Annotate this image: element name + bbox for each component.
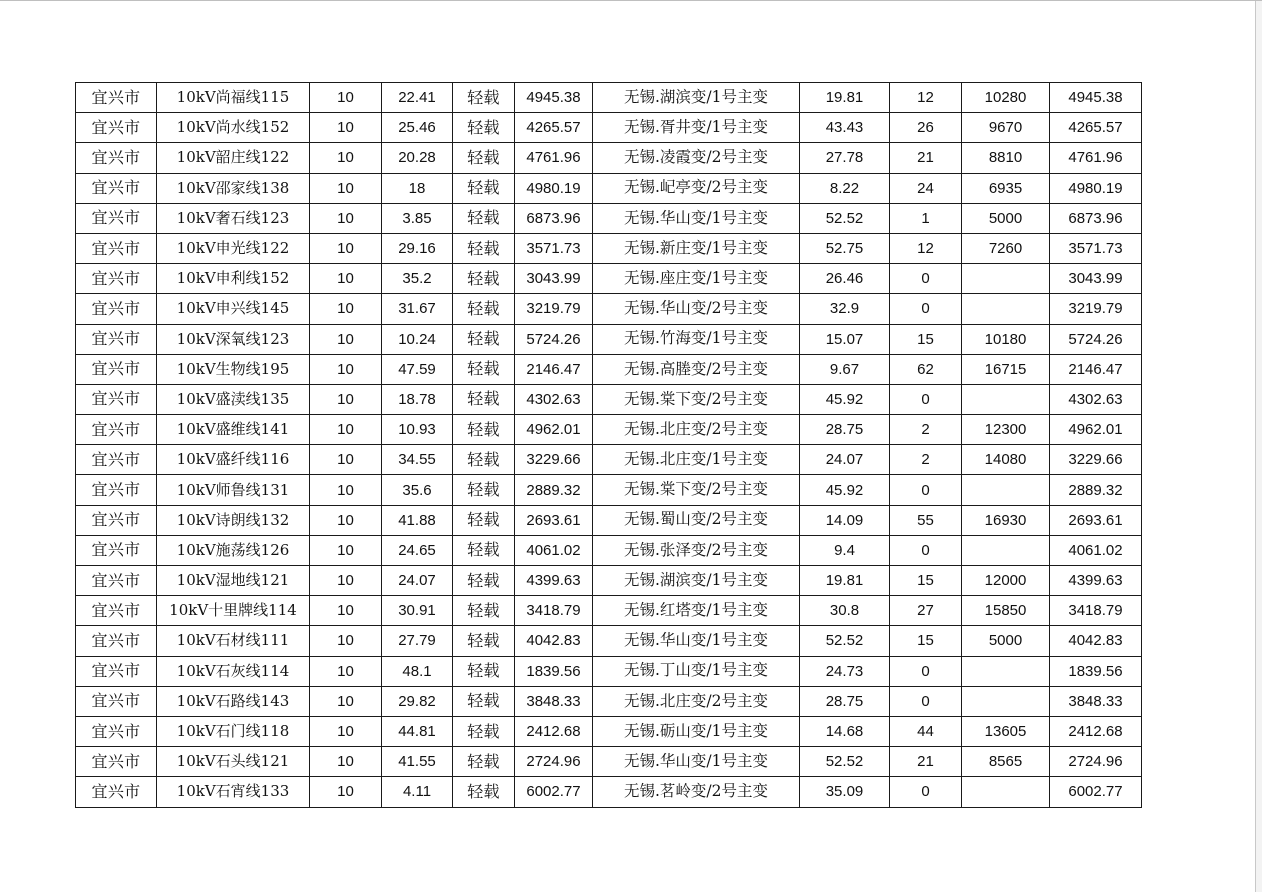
transformer-load-cell: 35.09	[800, 777, 890, 807]
available-capacity-cell: 4302.63	[1050, 384, 1142, 414]
load-rate-cell: 41.88	[382, 505, 453, 535]
table-row	[76, 264, 1142, 294]
capacity-cell: 1839.56	[515, 656, 593, 686]
table-row	[76, 716, 1142, 746]
load-status-cell: 轻载	[453, 294, 515, 324]
table-row	[76, 384, 1142, 414]
voltage-cell: 10	[310, 233, 382, 263]
table-row	[76, 173, 1142, 203]
line-name-cell: 10kV师鲁线131	[157, 475, 310, 505]
city-cell: 宜兴市	[76, 566, 157, 596]
user-count-cell: 0	[890, 384, 962, 414]
transformer-load-cell: 32.9	[800, 294, 890, 324]
city-cell: 宜兴市	[76, 596, 157, 626]
user-capacity-cell	[962, 686, 1050, 716]
available-capacity-cell: 3571.73	[1050, 233, 1142, 263]
load-rate-cell: 44.81	[382, 716, 453, 746]
line-name-cell: 10kV石头线121	[157, 747, 310, 777]
available-capacity-cell: 2889.32	[1050, 475, 1142, 505]
user-capacity-cell: 5000	[962, 203, 1050, 233]
user-count-cell: 0	[890, 777, 962, 807]
line-name-cell: 10kV尚水线152	[157, 113, 310, 143]
load-status-cell: 轻载	[453, 384, 515, 414]
capacity-cell: 4042.83	[515, 626, 593, 656]
user-capacity-cell: 16715	[962, 354, 1050, 384]
table-body	[76, 83, 1142, 808]
load-status-cell: 轻载	[453, 113, 515, 143]
transformer-load-cell: 43.43	[800, 113, 890, 143]
table-row	[76, 656, 1142, 686]
city-cell: 宜兴市	[76, 173, 157, 203]
line-name-cell: 10kV奢石线123	[157, 203, 310, 233]
line-name-cell: 10kV石材线111	[157, 626, 310, 656]
capacity-cell: 4962.01	[515, 415, 593, 445]
table-row	[76, 566, 1142, 596]
transformer-load-cell: 19.81	[800, 566, 890, 596]
substation-cell: 无锡.华山变/1号主变	[593, 626, 800, 656]
substation-cell: 无锡.座庄变/1号主变	[593, 264, 800, 294]
user-count-cell: 0	[890, 264, 962, 294]
available-capacity-cell: 2412.68	[1050, 716, 1142, 746]
substation-cell: 无锡.屺亭变/2号主变	[593, 173, 800, 203]
user-count-cell: 62	[890, 354, 962, 384]
available-capacity-cell: 2724.96	[1050, 747, 1142, 777]
substation-cell: 无锡.胥井变/1号主变	[593, 113, 800, 143]
city-cell: 宜兴市	[76, 203, 157, 233]
available-capacity-cell: 3043.99	[1050, 264, 1142, 294]
transformer-load-cell: 9.4	[800, 535, 890, 565]
user-capacity-cell: 12300	[962, 415, 1050, 445]
capacity-cell: 4980.19	[515, 173, 593, 203]
voltage-cell: 10	[310, 777, 382, 807]
user-capacity-cell: 13605	[962, 716, 1050, 746]
line-name-cell: 10kV深氧线123	[157, 324, 310, 354]
capacity-cell: 3229.66	[515, 445, 593, 475]
load-status-cell: 轻载	[453, 505, 515, 535]
available-capacity-cell: 4399.63	[1050, 566, 1142, 596]
table-row	[76, 686, 1142, 716]
load-rate-cell: 18	[382, 173, 453, 203]
table-row	[76, 505, 1142, 535]
voltage-cell: 10	[310, 716, 382, 746]
line-name-cell: 10kV盛纤线116	[157, 445, 310, 475]
load-status-cell: 轻载	[453, 777, 515, 807]
transformer-load-cell: 9.67	[800, 354, 890, 384]
voltage-cell: 10	[310, 566, 382, 596]
load-rate-cell: 35.6	[382, 475, 453, 505]
city-cell: 宜兴市	[76, 777, 157, 807]
user-count-cell: 44	[890, 716, 962, 746]
transformer-load-cell: 19.81	[800, 83, 890, 113]
transformer-load-cell: 8.22	[800, 173, 890, 203]
user-count-cell: 12	[890, 83, 962, 113]
voltage-cell: 10	[310, 596, 382, 626]
transformer-load-cell: 30.8	[800, 596, 890, 626]
load-status-cell: 轻载	[453, 83, 515, 113]
voltage-cell: 10	[310, 535, 382, 565]
capacity-cell: 3571.73	[515, 233, 593, 263]
load-status-cell: 轻载	[453, 324, 515, 354]
user-count-cell: 55	[890, 505, 962, 535]
user-count-cell: 0	[890, 535, 962, 565]
line-name-cell: 10kV石宵线133	[157, 777, 310, 807]
capacity-cell: 3418.79	[515, 596, 593, 626]
user-capacity-cell: 7260	[962, 233, 1050, 263]
table-row	[76, 596, 1142, 626]
table-row	[76, 83, 1142, 113]
available-capacity-cell: 3219.79	[1050, 294, 1142, 324]
capacity-cell: 6873.96	[515, 203, 593, 233]
user-capacity-cell: 9670	[962, 113, 1050, 143]
line-name-cell: 10kV石门线118	[157, 716, 310, 746]
line-name-cell: 10kV邵家线138	[157, 173, 310, 203]
user-capacity-cell: 15850	[962, 596, 1050, 626]
voltage-cell: 10	[310, 113, 382, 143]
substation-cell: 无锡.红塔变/1号主变	[593, 596, 800, 626]
capacity-cell: 2146.47	[515, 354, 593, 384]
substation-cell: 无锡.张泽变/2号主变	[593, 535, 800, 565]
capacity-cell: 2724.96	[515, 747, 593, 777]
voltage-cell: 10	[310, 415, 382, 445]
load-rate-cell: 29.82	[382, 686, 453, 716]
line-name-cell: 10kV盛维线141	[157, 415, 310, 445]
line-name-cell: 10kV生物线195	[157, 354, 310, 384]
city-cell: 宜兴市	[76, 626, 157, 656]
table-row	[76, 143, 1142, 173]
table-row	[76, 535, 1142, 565]
substation-cell: 无锡.北庄变/2号主变	[593, 415, 800, 445]
user-count-cell: 1	[890, 203, 962, 233]
transformer-load-cell: 26.46	[800, 264, 890, 294]
voltage-cell: 10	[310, 656, 382, 686]
voltage-cell: 10	[310, 173, 382, 203]
city-cell: 宜兴市	[76, 294, 157, 324]
table-row	[76, 294, 1142, 324]
city-cell: 宜兴市	[76, 233, 157, 263]
capacity-cell: 4265.57	[515, 113, 593, 143]
load-status-cell: 轻载	[453, 143, 515, 173]
table-row	[76, 233, 1142, 263]
load-status-cell: 轻载	[453, 747, 515, 777]
substation-cell: 无锡.凌霞变/2号主变	[593, 143, 800, 173]
line-name-cell: 10kV施荡线126	[157, 535, 310, 565]
load-status-cell: 轻载	[453, 596, 515, 626]
load-status-cell: 轻载	[453, 656, 515, 686]
substation-cell: 无锡.湖滨变/1号主变	[593, 566, 800, 596]
user-count-cell: 2	[890, 445, 962, 475]
substation-cell: 无锡.湖滨变/1号主变	[593, 83, 800, 113]
capacity-cell: 4399.63	[515, 566, 593, 596]
transformer-load-cell: 28.75	[800, 686, 890, 716]
voltage-cell: 10	[310, 505, 382, 535]
table-row	[76, 203, 1142, 233]
line-name-cell: 10kV申兴线145	[157, 294, 310, 324]
table-row	[76, 324, 1142, 354]
voltage-cell: 10	[310, 747, 382, 777]
substation-cell: 无锡.砺山变/1号主变	[593, 716, 800, 746]
capacity-cell: 4061.02	[515, 535, 593, 565]
load-rate-cell: 29.16	[382, 233, 453, 263]
available-capacity-cell: 3848.33	[1050, 686, 1142, 716]
voltage-cell: 10	[310, 354, 382, 384]
available-capacity-cell: 4061.02	[1050, 535, 1142, 565]
line-name-cell: 10kV尚福线115	[157, 83, 310, 113]
substation-cell: 无锡.北庄变/2号主变	[593, 686, 800, 716]
user-capacity-cell: 6935	[962, 173, 1050, 203]
user-count-cell: 0	[890, 294, 962, 324]
user-count-cell: 0	[890, 475, 962, 505]
city-cell: 宜兴市	[76, 686, 157, 716]
voltage-cell: 10	[310, 626, 382, 656]
substation-cell: 无锡.棠下变/2号主变	[593, 475, 800, 505]
user-capacity-cell	[962, 264, 1050, 294]
capacity-cell: 3848.33	[515, 686, 593, 716]
table-row	[76, 415, 1142, 445]
available-capacity-cell: 4042.83	[1050, 626, 1142, 656]
load-rate-cell: 10.24	[382, 324, 453, 354]
user-count-cell: 21	[890, 747, 962, 777]
available-capacity-cell: 4980.19	[1050, 173, 1142, 203]
load-rate-cell: 34.55	[382, 445, 453, 475]
load-status-cell: 轻载	[453, 535, 515, 565]
load-rate-cell: 20.28	[382, 143, 453, 173]
substation-cell: 无锡.华山变/2号主变	[593, 294, 800, 324]
capacity-cell: 6002.77	[515, 777, 593, 807]
transformer-load-cell: 14.09	[800, 505, 890, 535]
available-capacity-cell: 2146.47	[1050, 354, 1142, 384]
voltage-cell: 10	[310, 384, 382, 414]
load-status-cell: 轻载	[453, 173, 515, 203]
transformer-load-cell: 14.68	[800, 716, 890, 746]
load-status-cell: 轻载	[453, 445, 515, 475]
city-cell: 宜兴市	[76, 505, 157, 535]
capacity-cell: 2889.32	[515, 475, 593, 505]
load-rate-cell: 4.11	[382, 777, 453, 807]
load-rate-cell: 3.85	[382, 203, 453, 233]
available-capacity-cell: 3418.79	[1050, 596, 1142, 626]
available-capacity-cell: 1839.56	[1050, 656, 1142, 686]
line-name-cell: 10kV石路线143	[157, 686, 310, 716]
table-row	[76, 113, 1142, 143]
substation-cell: 无锡.蜀山变/2号主变	[593, 505, 800, 535]
load-status-cell: 轻载	[453, 475, 515, 505]
load-status-cell: 轻载	[453, 264, 515, 294]
transformer-load-cell: 24.73	[800, 656, 890, 686]
available-capacity-cell: 3229.66	[1050, 445, 1142, 475]
transformer-load-cell: 28.75	[800, 415, 890, 445]
user-count-cell: 15	[890, 626, 962, 656]
voltage-cell: 10	[310, 143, 382, 173]
user-capacity-cell	[962, 777, 1050, 807]
load-rate-cell: 27.79	[382, 626, 453, 656]
capacity-cell: 2412.68	[515, 716, 593, 746]
line-name-cell: 10kV石灰线114	[157, 656, 310, 686]
user-capacity-cell	[962, 656, 1050, 686]
load-status-cell: 轻载	[453, 415, 515, 445]
transformer-load-cell: 52.52	[800, 203, 890, 233]
load-rate-cell: 24.07	[382, 566, 453, 596]
city-cell: 宜兴市	[76, 384, 157, 414]
city-cell: 宜兴市	[76, 656, 157, 686]
capacity-cell: 4945.38	[515, 83, 593, 113]
capacity-cell: 4761.96	[515, 143, 593, 173]
substation-cell: 无锡.新庄变/1号主变	[593, 233, 800, 263]
city-cell: 宜兴市	[76, 475, 157, 505]
user-count-cell: 2	[890, 415, 962, 445]
table-row	[76, 475, 1142, 505]
voltage-cell: 10	[310, 294, 382, 324]
city-cell: 宜兴市	[76, 143, 157, 173]
page-edge	[1255, 1, 1262, 892]
user-capacity-cell: 8810	[962, 143, 1050, 173]
load-status-cell: 轻载	[453, 354, 515, 384]
load-status-cell: 轻载	[453, 686, 515, 716]
user-capacity-cell	[962, 384, 1050, 414]
load-status-cell: 轻载	[453, 203, 515, 233]
substation-cell: 无锡.竹海变/1号主变	[593, 324, 800, 354]
voltage-cell: 10	[310, 324, 382, 354]
substation-cell: 无锡.华山变/1号主变	[593, 203, 800, 233]
voltage-cell: 10	[310, 475, 382, 505]
capacity-cell: 3219.79	[515, 294, 593, 324]
load-rate-cell: 47.59	[382, 354, 453, 384]
load-status-cell: 轻载	[453, 716, 515, 746]
capacity-cell: 3043.99	[515, 264, 593, 294]
table-row	[76, 626, 1142, 656]
user-capacity-cell: 12000	[962, 566, 1050, 596]
available-capacity-cell: 6002.77	[1050, 777, 1142, 807]
user-capacity-cell: 8565	[962, 747, 1050, 777]
user-capacity-cell: 10280	[962, 83, 1050, 113]
city-cell: 宜兴市	[76, 83, 157, 113]
user-count-cell: 15	[890, 566, 962, 596]
city-cell: 宜兴市	[76, 415, 157, 445]
user-capacity-cell: 14080	[962, 445, 1050, 475]
capacity-cell: 4302.63	[515, 384, 593, 414]
available-capacity-cell: 4761.96	[1050, 143, 1142, 173]
table-row	[76, 747, 1142, 777]
load-rate-cell: 18.78	[382, 384, 453, 414]
city-cell: 宜兴市	[76, 354, 157, 384]
line-name-cell: 10kV韶庄线122	[157, 143, 310, 173]
transformer-load-cell: 45.92	[800, 384, 890, 414]
capacity-cell: 5724.26	[515, 324, 593, 354]
load-rate-cell: 30.91	[382, 596, 453, 626]
user-count-cell: 0	[890, 656, 962, 686]
substation-cell: 无锡.高塍变/2号主变	[593, 354, 800, 384]
voltage-cell: 10	[310, 686, 382, 716]
available-capacity-cell: 4962.01	[1050, 415, 1142, 445]
load-status-cell: 轻载	[453, 233, 515, 263]
feeder-load-table	[75, 82, 1142, 808]
voltage-cell: 10	[310, 445, 382, 475]
table-row	[76, 777, 1142, 807]
transformer-load-cell: 15.07	[800, 324, 890, 354]
substation-cell: 无锡.北庄变/1号主变	[593, 445, 800, 475]
load-status-cell: 轻载	[453, 566, 515, 596]
user-count-cell: 0	[890, 686, 962, 716]
table-row	[76, 354, 1142, 384]
user-capacity-cell	[962, 535, 1050, 565]
available-capacity-cell: 4265.57	[1050, 113, 1142, 143]
transformer-load-cell: 24.07	[800, 445, 890, 475]
city-cell: 宜兴市	[76, 535, 157, 565]
user-capacity-cell	[962, 475, 1050, 505]
load-rate-cell: 35.2	[382, 264, 453, 294]
user-count-cell: 26	[890, 113, 962, 143]
substation-cell: 无锡.棠下变/2号主变	[593, 384, 800, 414]
transformer-load-cell: 27.78	[800, 143, 890, 173]
transformer-load-cell: 52.52	[800, 626, 890, 656]
load-rate-cell: 48.1	[382, 656, 453, 686]
user-count-cell: 15	[890, 324, 962, 354]
available-capacity-cell: 5724.26	[1050, 324, 1142, 354]
line-name-cell: 10kV湿地线121	[157, 566, 310, 596]
substation-cell: 无锡.华山变/1号主变	[593, 747, 800, 777]
substation-cell: 无锡.丁山变/1号主变	[593, 656, 800, 686]
city-cell: 宜兴市	[76, 324, 157, 354]
user-capacity-cell	[962, 294, 1050, 324]
load-rate-cell: 41.55	[382, 747, 453, 777]
load-rate-cell: 31.67	[382, 294, 453, 324]
transformer-load-cell: 52.52	[800, 747, 890, 777]
available-capacity-cell: 2693.61	[1050, 505, 1142, 535]
line-name-cell: 10kV申光线122	[157, 233, 310, 263]
city-cell: 宜兴市	[76, 445, 157, 475]
city-cell: 宜兴市	[76, 747, 157, 777]
voltage-cell: 10	[310, 203, 382, 233]
user-capacity-cell: 10180	[962, 324, 1050, 354]
load-rate-cell: 24.65	[382, 535, 453, 565]
city-cell: 宜兴市	[76, 716, 157, 746]
city-cell: 宜兴市	[76, 113, 157, 143]
user-count-cell: 21	[890, 143, 962, 173]
transformer-load-cell: 52.75	[800, 233, 890, 263]
user-count-cell: 27	[890, 596, 962, 626]
load-rate-cell: 25.46	[382, 113, 453, 143]
user-capacity-cell: 16930	[962, 505, 1050, 535]
load-rate-cell: 10.93	[382, 415, 453, 445]
load-rate-cell: 22.41	[382, 83, 453, 113]
user-capacity-cell: 5000	[962, 626, 1050, 656]
line-name-cell: 10kV十里牌线114	[157, 596, 310, 626]
available-capacity-cell: 4945.38	[1050, 83, 1142, 113]
capacity-cell: 2693.61	[515, 505, 593, 535]
city-cell: 宜兴市	[76, 264, 157, 294]
voltage-cell: 10	[310, 83, 382, 113]
substation-cell: 无锡.茗岭变/2号主变	[593, 777, 800, 807]
user-count-cell: 12	[890, 233, 962, 263]
line-name-cell: 10kV盛渎线135	[157, 384, 310, 414]
transformer-load-cell: 45.92	[800, 475, 890, 505]
load-status-cell: 轻载	[453, 626, 515, 656]
available-capacity-cell: 6873.96	[1050, 203, 1142, 233]
line-name-cell: 10kV申利线152	[157, 264, 310, 294]
table-row	[76, 445, 1142, 475]
user-count-cell: 24	[890, 173, 962, 203]
voltage-cell: 10	[310, 264, 382, 294]
line-name-cell: 10kV诗朗线132	[157, 505, 310, 535]
